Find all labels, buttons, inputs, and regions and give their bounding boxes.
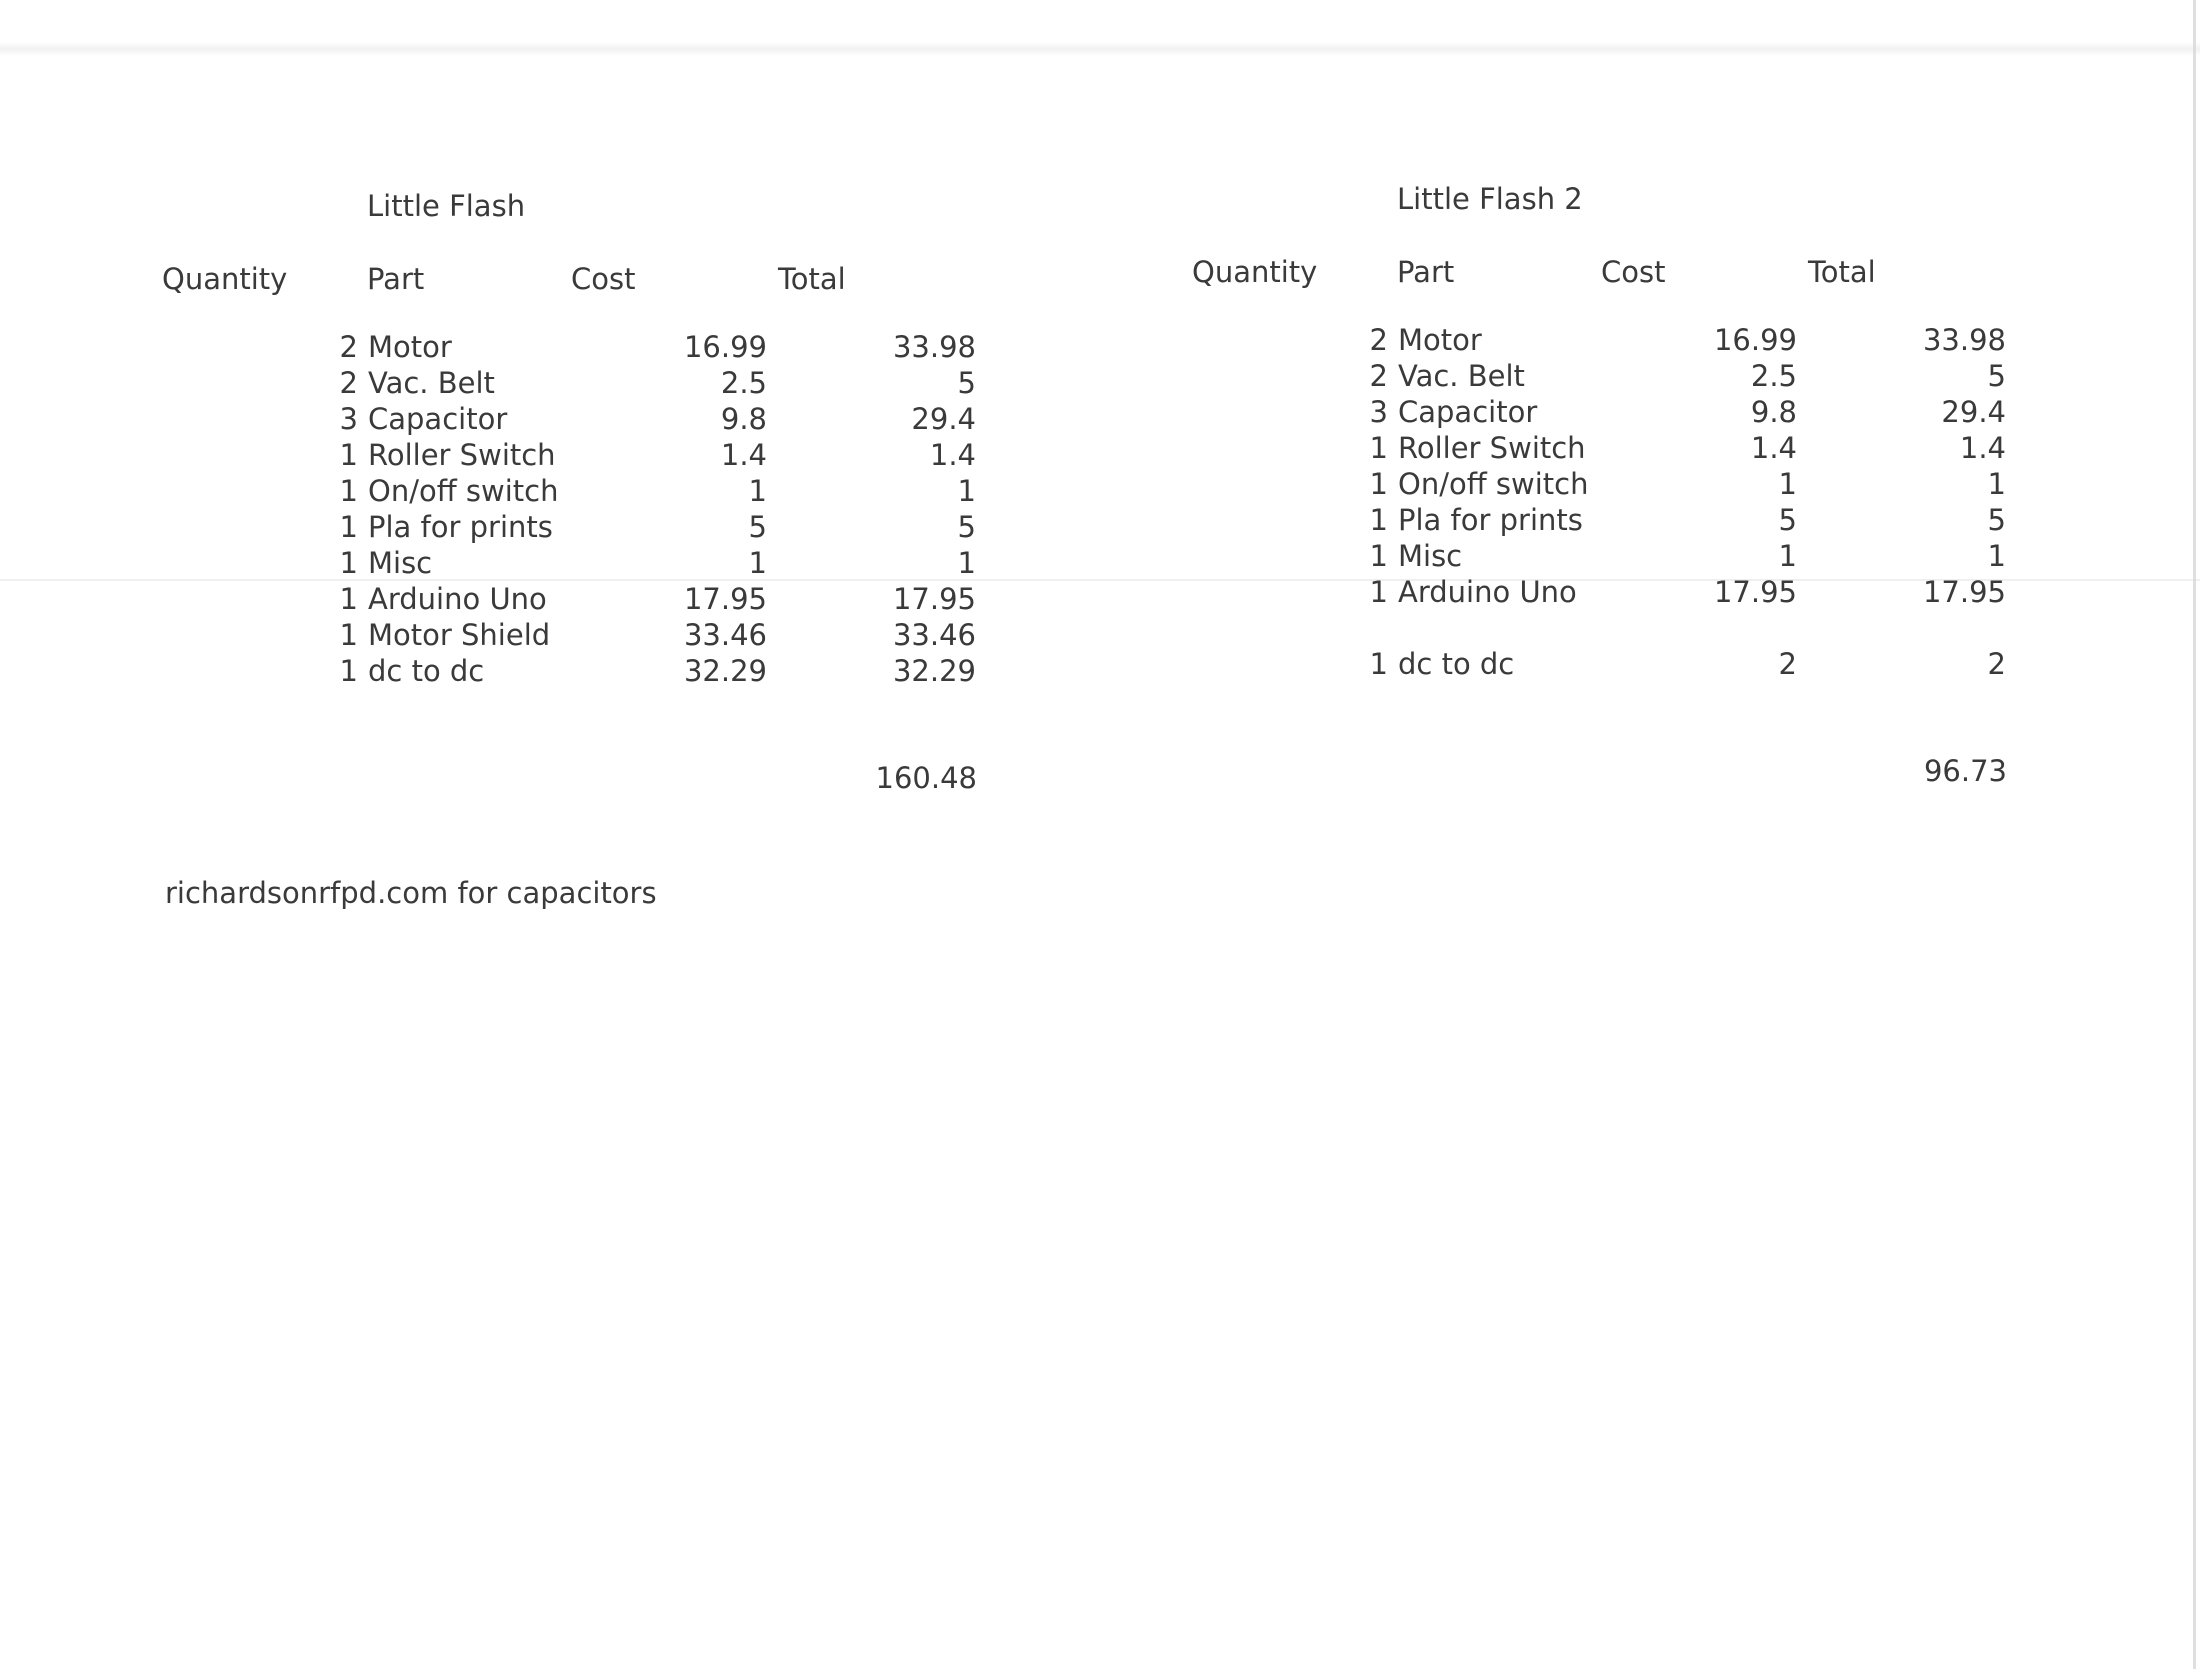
- table-row: [1030, 467, 2030, 506]
- row-quantity: 1: [339, 618, 358, 652]
- row-total: 29.4: [911, 402, 976, 436]
- row-quantity: 1: [339, 438, 358, 472]
- row-cost: 16.99: [1713, 323, 1797, 357]
- header-part: Part: [367, 262, 425, 296]
- row-quantity: 1: [339, 546, 358, 580]
- header-total: Total: [778, 262, 846, 296]
- row-part: Arduino Uno: [368, 582, 547, 616]
- row-total: 33.98: [1922, 323, 2006, 357]
- row-cost: 5: [748, 510, 767, 544]
- row-part: On/off switch: [1398, 467, 1589, 501]
- table-row: [1030, 395, 2030, 434]
- table-row: [1030, 575, 2030, 614]
- row-quantity: 2: [339, 330, 358, 364]
- row-part: Motor: [1398, 323, 1482, 357]
- row-part: Roller Switch: [368, 438, 556, 472]
- parts-rows: [1030, 323, 2030, 686]
- row-quantity: 1: [339, 510, 358, 544]
- row-part: Capacitor: [1398, 395, 1538, 429]
- table-row: [1030, 539, 2030, 578]
- row-part: Misc: [368, 546, 433, 580]
- grand-total: 160.48: [875, 761, 977, 795]
- row-total: 1: [1987, 539, 2006, 573]
- table-row: [1030, 431, 2030, 470]
- row-total: 1.4: [1959, 431, 2006, 465]
- row-total: 17.95: [1922, 575, 2006, 609]
- header-cost: Cost: [571, 262, 636, 296]
- row-part: Roller Switch: [1398, 431, 1586, 465]
- parts-list-little-flash: [0, 0, 1000, 795]
- row-part: Misc: [1398, 539, 1463, 573]
- row-total: 17.95: [892, 582, 976, 616]
- header-part: Part: [1397, 255, 1455, 289]
- header-quantity: Quantity: [162, 262, 288, 296]
- row-cost: 1: [748, 474, 767, 508]
- row-quantity: 1: [1369, 467, 1388, 501]
- grand-total: 96.73: [1923, 754, 2007, 788]
- parts-list-little-flash-2: [1030, 0, 2030, 788]
- row-part: Motor Shield: [368, 618, 551, 652]
- row-cost: 33.46: [683, 618, 767, 652]
- row-total: 32.29: [892, 654, 976, 688]
- supplier-note: richardsonrfpd.com for capacitors: [165, 876, 657, 910]
- row-quantity: 1: [1369, 539, 1388, 573]
- row-cost: 9.8: [1750, 395, 1797, 429]
- table-row: [1030, 647, 2030, 686]
- list-title: Little Flash 2: [1397, 182, 1583, 216]
- row-quantity: 3: [339, 402, 358, 436]
- row-cost: 16.99: [683, 330, 767, 364]
- row-total: 5: [957, 510, 976, 544]
- table-row: [0, 402, 1000, 441]
- row-cost: 17.95: [683, 582, 767, 616]
- row-cost: 17.95: [1713, 575, 1797, 609]
- row-quantity: 1: [1369, 575, 1388, 609]
- row-total: 2: [1987, 647, 2006, 681]
- row-part: Capacitor: [368, 402, 508, 436]
- row-cost: 32.29: [683, 654, 767, 688]
- row-quantity: 1: [1369, 647, 1388, 681]
- header-cost: Cost: [1601, 255, 1666, 289]
- row-quantity: 1: [1369, 503, 1388, 537]
- row-total: 1: [957, 546, 976, 580]
- row-part: dc to dc: [1398, 647, 1515, 681]
- list-title: Little Flash: [367, 189, 526, 223]
- parts-rows: [0, 330, 1000, 693]
- row-cost: 2.5: [1750, 359, 1797, 393]
- table-row: [0, 618, 1000, 657]
- row-cost: 5: [1778, 503, 1797, 537]
- row-part: Pla for prints: [368, 510, 553, 544]
- row-total: 5: [1987, 359, 2006, 393]
- row-cost: 1.4: [720, 438, 767, 472]
- row-part: dc to dc: [368, 654, 485, 688]
- row-cost: 1.4: [1750, 431, 1797, 465]
- row-quantity: 2: [339, 366, 358, 400]
- row-part: Motor: [368, 330, 452, 364]
- row-part: Vac. Belt: [1398, 359, 1525, 393]
- table-row: [0, 654, 1000, 693]
- table-row: [0, 582, 1000, 621]
- table-row: [0, 546, 1000, 585]
- table-row: [1030, 503, 2030, 542]
- header-total: Total: [1808, 255, 1876, 289]
- row-quantity: 1: [339, 474, 358, 508]
- row-part: Pla for prints: [1398, 503, 1583, 537]
- row-part: Arduino Uno: [1398, 575, 1577, 609]
- row-quantity: 2: [1369, 359, 1388, 393]
- row-cost: 1: [1778, 539, 1797, 573]
- table-row: [0, 366, 1000, 405]
- table-row: [0, 474, 1000, 513]
- row-total: 5: [1987, 503, 2006, 537]
- header-quantity: Quantity: [1192, 255, 1318, 289]
- row-cost: 1: [1778, 467, 1797, 501]
- scan-edge-right: [2193, 0, 2196, 1669]
- row-total: 33.46: [892, 618, 976, 652]
- row-cost: 1: [748, 546, 767, 580]
- row-total: 33.98: [892, 330, 976, 364]
- row-quantity: 1: [1369, 431, 1388, 465]
- row-cost: 2: [1778, 647, 1797, 681]
- row-quantity: 2: [1369, 323, 1388, 357]
- row-total: 1.4: [929, 438, 976, 472]
- row-total: 29.4: [1941, 395, 2006, 429]
- table-row: [1030, 359, 2030, 398]
- row-quantity: 3: [1369, 395, 1388, 429]
- row-cost: 2.5: [720, 366, 767, 400]
- table-row: [1030, 323, 2030, 362]
- row-total: 1: [1987, 467, 2006, 501]
- table-row: [0, 510, 1000, 549]
- row-quantity: 1: [339, 654, 358, 688]
- row-total: 5: [957, 366, 976, 400]
- row-quantity: 1: [339, 582, 358, 616]
- row-total: 1: [957, 474, 976, 508]
- row-part: Vac. Belt: [368, 366, 495, 400]
- table-row: [0, 438, 1000, 477]
- row-cost: 9.8: [720, 402, 767, 436]
- row-part: On/off switch: [368, 474, 559, 508]
- table-row: [0, 330, 1000, 369]
